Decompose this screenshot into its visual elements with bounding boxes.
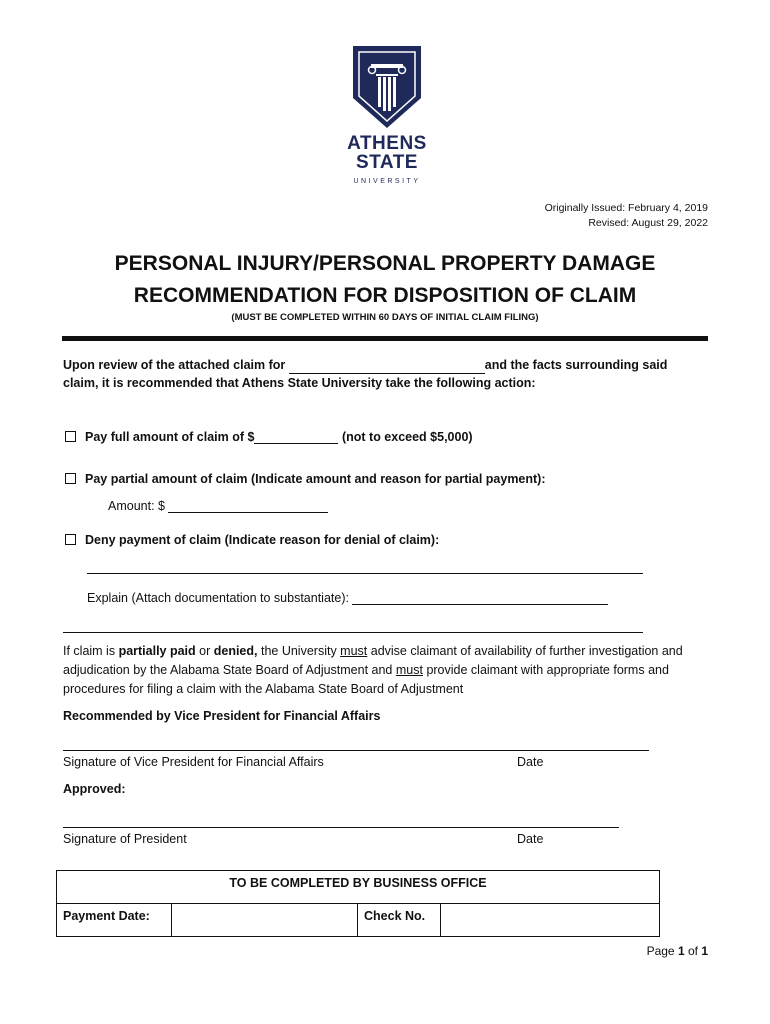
business-office-table: [56, 870, 660, 937]
originally-issued: Originally Issued: February 4, 2019: [544, 202, 708, 214]
logo-line-state: STATE: [356, 152, 418, 173]
pay-full-label: Pay full amount of claim of $: [85, 430, 255, 444]
notice-text-4: advise claimant of availability of further investigation and adjudication by the Alabama State Board of Adjustment and: [63, 644, 683, 677]
claimant-name-field[interactable]: [289, 373, 485, 374]
page-number: [647, 944, 708, 958]
logo-line-university: UNIVERSITY: [353, 178, 421, 185]
title-line-2: RECOMMENDATION FOR DISPOSITION OF CLAIM: [133, 284, 637, 307]
partial-amount-row: [108, 499, 328, 513]
notice-must-1: must: [340, 644, 368, 658]
current-page: 1: [677, 944, 685, 958]
explain-continuation-line[interactable]: [63, 632, 643, 633]
notice-text-5: provide claimant with appropriate forms and procedures for filing a claim with the Alabama State Board of Adjustment: [63, 663, 669, 696]
revised-date: Revised: August 29, 2022: [588, 217, 708, 229]
president-date-label: Date: [517, 832, 544, 846]
recommended-heading: Recommended by Vice President for Financial Affairs: [63, 709, 381, 723]
document-title: [0, 248, 770, 312]
check-no-label: Check No.: [358, 904, 441, 937]
explain-row: [87, 591, 608, 605]
pay-partial-checkbox[interactable]: [65, 473, 76, 484]
notice-text-2: or: [195, 644, 214, 658]
option-pay-partial: [65, 472, 546, 486]
page-prefix: Page: [646, 944, 678, 958]
notice-text-3: the University: [257, 644, 341, 658]
vp-date-label: Date: [517, 755, 544, 769]
total-pages: 1: [701, 944, 708, 958]
notice-text-1: If claim is: [63, 644, 119, 658]
president-signature-label: Signature of President: [63, 832, 187, 846]
explain-field[interactable]: [352, 604, 608, 605]
payment-date-cell[interactable]: [172, 904, 358, 937]
approved-heading: Approved:: [63, 782, 126, 796]
notice-denied: denied,: [213, 644, 258, 658]
adjudication-notice: [63, 642, 713, 699]
logo-line-athens: ATHENS: [347, 133, 427, 154]
vp-signature-label: Signature of Vice President for Financial Affairs: [63, 755, 324, 769]
option-deny: [65, 533, 439, 547]
full-amount-field[interactable]: [254, 443, 338, 444]
notice-must-2: must: [395, 663, 423, 677]
pay-full-suffix: (not to exceed $5,000): [338, 430, 473, 444]
intro-paragraph: [63, 356, 703, 392]
shield-column-icon: [351, 44, 423, 130]
pay-full-checkbox[interactable]: [65, 431, 76, 442]
pay-partial-label: Pay partial amount of claim (Indicate amount and reason for partial payment):: [85, 472, 546, 486]
vp-signature-line[interactable]: [63, 750, 649, 751]
business-office-heading: TO BE COMPLETED BY BUSINESS OFFICE: [57, 871, 660, 904]
document-subtitle: (MUST BE COMPLETED WITHIN 60 DAYS OF INITIAL CLAIM FILING): [231, 312, 539, 323]
check-no-cell[interactable]: [441, 904, 660, 937]
deny-label: Deny payment of claim (Indicate reason for denial of claim):: [85, 533, 440, 547]
issue-dates: [545, 201, 708, 231]
title-line-1: PERSONAL INJURY/PERSONAL PROPERTY DAMAGE: [114, 252, 656, 275]
explain-label: Explain (Attach documentation to substantiate):: [87, 591, 353, 605]
partial-amount-field[interactable]: [168, 512, 328, 513]
notice-partially-paid: partially paid: [118, 644, 196, 658]
president-signature-line[interactable]: [63, 827, 619, 828]
page-of: of: [684, 944, 702, 958]
title-divider: [62, 336, 708, 341]
deny-checkbox[interactable]: [65, 534, 76, 545]
intro-text-2: and the facts surrounding said claim, it is recommended that Athens State University take the following action:: [63, 358, 668, 390]
payment-date-label: Payment Date:: [57, 904, 172, 937]
athens-state-logo: [345, 44, 429, 189]
option-pay-full: [65, 430, 473, 444]
intro-text-1: Upon review of the attached claim for: [63, 358, 289, 372]
amount-label: Amount: $: [108, 499, 169, 513]
denial-reason-line[interactable]: [87, 573, 643, 574]
